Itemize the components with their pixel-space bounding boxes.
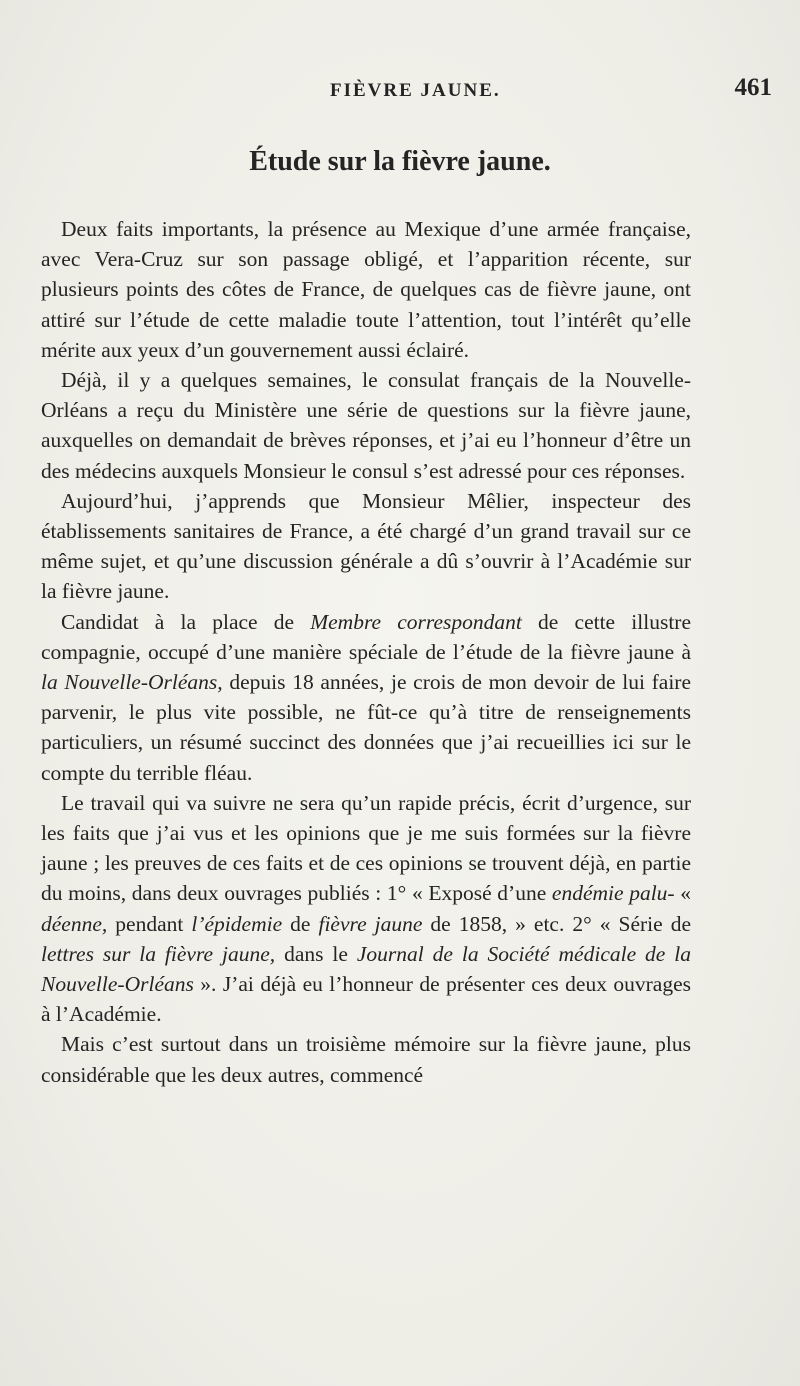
paragraph-text: «	[674, 881, 692, 906]
paragraph-text: de cette illustre compagnie, occupé d’une manière spéciale de l’étude de la fièvre jaune à	[41, 609, 691, 664]
paragraph-text: Deux faits importants, la présence au Mexique d’une armée française, avec Vera-Cruz sur son passage obligé, et l’apparition récente, sur plusieurs points des côtes de France, de quelques cas de fièvre jaune, ont attiré sur l’étude de cette maladie toute l’attention, tout l’intérêt qu’elle mérite aux yeux d’un gouvernement aussi éclairé.	[41, 217, 691, 362]
italic-text: endémie palu-	[551, 881, 675, 906]
page-number: 461	[734, 74, 772, 101]
running-title: FIÈVRE JAUNE.	[330, 80, 501, 101]
paragraph	[41, 788, 691, 1030]
paragraph-text: Aujourd’hui, j’apprends que Monsieur Mêlier, inspecteur des établissements sanitaires de France, a été chargé d’un grand travail sur ce même sujet, et qu’une discussion générale a dû s’ouvrir à l’Académie sur la fièvre jaune.	[41, 488, 691, 604]
italic-text: déenne,	[41, 911, 108, 936]
paragraph-text: Le travail qui va suivre ne sera qu’un rapide précis, écrit d’urgence, sur les faits que j’ai vus et les opinions que je me suis formées sur la fièvre jaune ; les preuves de ces faits et de ces opinions se trouvent déjà, en partie du moins, dans deux ouvrages publiés : 1° « Exposé d’une	[41, 790, 691, 906]
article-title: Étude sur la fièvre jaune.	[249, 146, 551, 177]
paragraph-text: de	[282, 911, 319, 936]
paragraph	[41, 486, 691, 607]
paragraph-text: depuis 18 années, je crois de mon devoir de lui faire parvenir, le plus vite possible, ne fût-ce qu’à titre de renseignements particuliers, un résumé succinct des données que j’ai recueillies ici sur le compte du terrible fléau.	[41, 670, 691, 785]
paragraph	[41, 214, 691, 365]
paragraph	[41, 607, 691, 788]
italic-text: fièvre jaune	[318, 911, 423, 936]
paragraph-text: Candidat à la place de	[61, 609, 311, 634]
italic-text: Journal de la Société médicale de la Nouvelle-Orléans	[41, 941, 691, 997]
page-header	[40, 74, 772, 114]
italic-text: lettres sur la fièvre jaune,	[41, 941, 276, 966]
article-body	[41, 214, 691, 1090]
paragraph-text: de 1858, » etc. 2° « Série de	[422, 911, 691, 936]
paragraph-text: Mais c’est surtout dans un troisième mémoire sur la fièvre jaune, plus considérable que les deux autres, commencé	[41, 1032, 691, 1087]
italic-text: l’épidemie	[191, 911, 283, 936]
italic-text: Membre correspondant	[310, 609, 522, 634]
italic-text: la Nouvelle-Orléans,	[41, 670, 223, 695]
paragraph-text: Déjà, il y a quelques semaines, le consulat français de la Nouvelle-Orléans a reçu du Ministère une série de questions sur la fièvre jaune, auxquelles on demandait de brèves réponses, et j’ai eu l’honneur d’être un des médecins auxquels Monsieur le consul s’est adressé pour ces réponses.	[41, 368, 691, 483]
paragraph	[41, 1029, 691, 1089]
paragraph-text: dans le	[275, 941, 357, 966]
paragraph	[41, 365, 691, 486]
paragraph-text: pendant	[107, 911, 192, 936]
paragraph-text: ». J’ai déjà eu l’honneur de présenter ces deux ouvrages à l’Académie.	[41, 972, 691, 1027]
